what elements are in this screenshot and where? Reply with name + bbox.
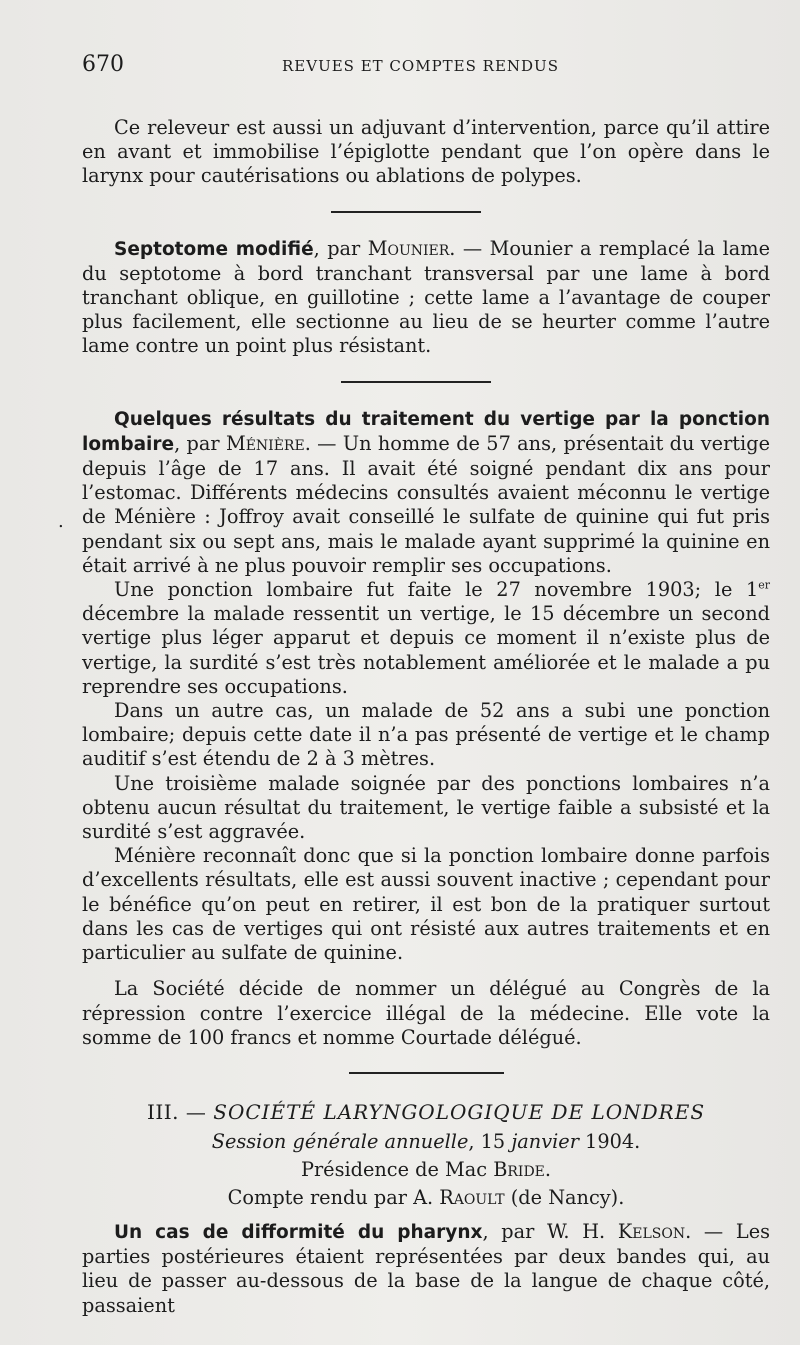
vertige-by: , par: [174, 431, 226, 455]
page-number: 670: [82, 52, 124, 77]
session-label: Session générale annuelle: [211, 1129, 469, 1153]
session-year: 1904.: [585, 1129, 641, 1153]
septotome-title: Septotome modifié: [114, 238, 314, 260]
paragraph-kelson: [82, 1220, 770, 1318]
session-day: 15: [480, 1129, 506, 1153]
paragraph-troisieme: Une troisième malade soignée par des ponctions lombaires n’a obtenu aucun résultat du traitement, le vertige faible a subsisté et la surdité s’est aggravée.: [82, 771, 770, 844]
society-heading: [82, 1100, 770, 1124]
section-divider: [349, 1072, 504, 1074]
spacer: [82, 1212, 770, 1220]
septotome-by: , par: [313, 236, 368, 260]
compte-rendu-label: Compte rendu par A.: [227, 1185, 440, 1209]
page-header: [82, 52, 770, 92]
paragraph-ponction: [82, 578, 770, 699]
spacer: [82, 965, 770, 977]
presidence-label: Présidence de Mac: [300, 1157, 494, 1181]
compte-rendu-line: [82, 1184, 770, 1212]
paragraph-vertige: [82, 407, 770, 578]
ponction-text-b: décembre la malade ressentit un vertige, le 15 décembre un second vertige plus léger apparut et depuis ce moment il n’existe plus de vertige, la surdité s’est très notablement améliorée et le malade a pu reprendre ses occupations.: [82, 602, 770, 698]
paragraph-societe: La Société décide de nommer un délégué au Congrès de la répression contre l’exercice illégal de la médecine. Elle vote la somme de 100 francs et nomme Courtade délégué.: [82, 977, 770, 1049]
reporter-name: Raoult: [439, 1185, 505, 1209]
section-divider: [331, 211, 481, 213]
paragraph-intro: Ce releveur est aussi un adjuvant d’intervention, parce qu’il attire en avant et immobilise l’épiglotte pendant que l’on opère dans le larynx pour cautérisations ou ablations de polypes.: [82, 116, 770, 188]
kelson-by: , par W. H.: [482, 1219, 618, 1243]
paragraph-conclusion: Ménière reconnaît donc que si la ponction lombaire donne parfois d’excellents résultats, elle est aussi souvent inactive ; cependant pour le bénéfice qu’on peut en retirer, il est bon de la pratiquer surtout dans les cas de vertiges qui ont résisté aux autres traitements et en particulier au sulfate de quinine.: [82, 844, 770, 965]
septotome-text: . — Mounier a remplacé la lame du septotome à bord tranchant transversal par une lame à bord tranchant oblique, en guillotine ; cette lame a l’avantage de couper plus facilement, elle sectionne au lieu de se heurter comme l’autre lame contre un point plus résistant.: [82, 236, 770, 358]
running-head: REVUES ET COMPTES RENDUS: [282, 57, 559, 75]
vertige-title: Quelques résultats du traitement du vertige par la ponction lombaire: [82, 408, 770, 455]
paragraph-autre-cas: Dans un autre cas, un malade de 52 ans a subi une ponction lombaire; depuis cette date il n’a pas présenté de vertige et le champ auditif s’est étendu de 2 à 3 mètres.: [82, 699, 770, 771]
vertige-text: . — Un homme de 57 ans, présentait du vertige depuis l’âge de 17 ans. Il avait été soigné pendant dix ans pour l’estomac. Différents médecins consultés avaient méconnu le vertige de Ménière : Joffroy avait conseillé le sulfate de quinine qui fut pris pendant six ou sept ans, mais le malade ayant supprimé la quinine en était arrivé à ne plus pouvoir remplir ses occupations.: [82, 431, 770, 577]
paragraph-septotome: [82, 237, 770, 359]
vertige-author: Ménière: [225, 431, 305, 455]
compte-rendu-end: (de Nancy).: [504, 1185, 625, 1209]
society-name: SOCIÉTÉ LARYNGOLOGIQUE DE LONDRES: [213, 1099, 706, 1124]
session-separator: ,: [468, 1129, 481, 1153]
kelson-title: Un cas de difformité du pharynx: [114, 1221, 483, 1243]
society-numeral: III. —: [146, 1099, 214, 1124]
septotome-author: Mounier: [367, 236, 450, 260]
margin-mark: .: [58, 511, 64, 532]
president-name: Bride: [493, 1157, 545, 1181]
ponction-text-a: Une ponction lombaire fut faite le 27 novembre 1903; le 1: [114, 578, 759, 602]
ponction-superscript: er: [758, 578, 770, 592]
section-divider: [341, 381, 491, 383]
presidence-line: [82, 1156, 770, 1184]
session-line: [82, 1128, 770, 1156]
kelson-text: . — Les parties postérieures étaient représentées par deux bandes qui, au lieu de passer au-dessous de la base de la langue de chaque côté, passaient: [82, 1219, 771, 1317]
session-month: janvier: [505, 1129, 586, 1153]
presidence-end: .: [544, 1157, 552, 1181]
kelson-author: Kelson: [617, 1219, 686, 1243]
